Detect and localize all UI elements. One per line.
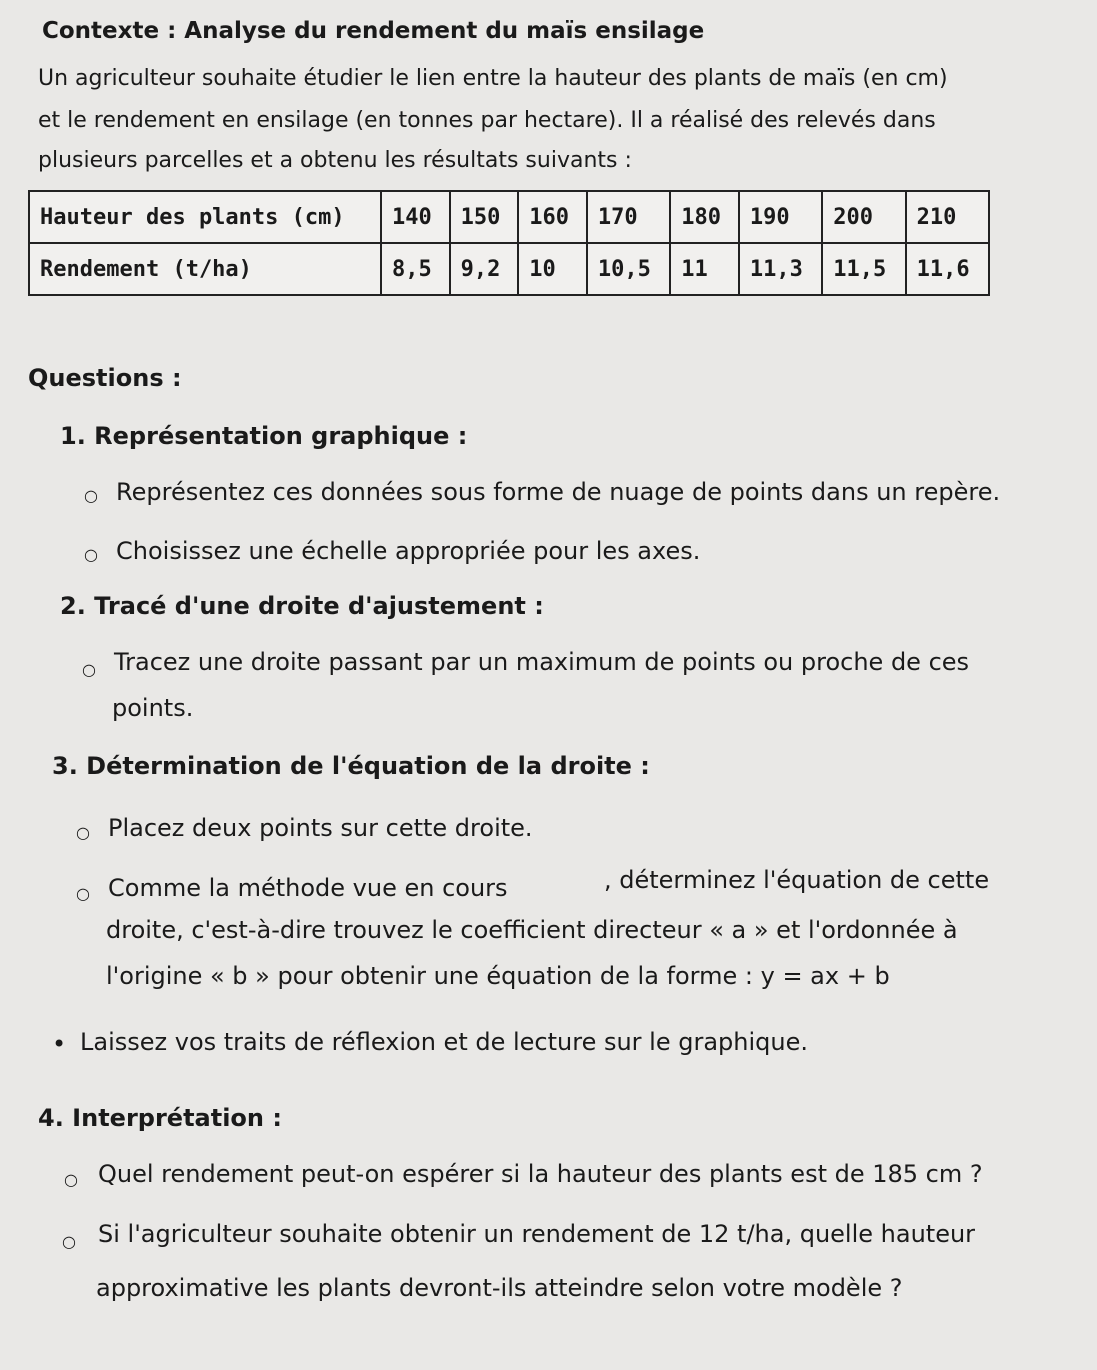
table-row-heights xyxy=(29,191,989,243)
table-cell: 11,5 xyxy=(822,243,905,295)
question-1-item-2: Choisissez une échelle appropriée pour les axes. xyxy=(116,537,701,565)
bullet-dot-icon: • xyxy=(52,1030,67,1058)
question-3-item-1: Placez deux points sur cette droite. xyxy=(108,814,533,842)
bullet-icon: ○ xyxy=(76,823,90,842)
table-cell: 10,5 xyxy=(587,243,670,295)
context-line-1: Un agriculteur souhaite étudier le lien entre la hauteur des plants de maïs (en cm) xyxy=(38,66,948,91)
question-3-title: 3. Détermination de l'équation de la droite : xyxy=(52,752,650,780)
context-title: Contexte : Analyse du rendement du maïs ensilage xyxy=(42,18,705,44)
table-cell: 170 xyxy=(587,191,670,243)
data-table xyxy=(28,190,990,296)
table-cell: 200 xyxy=(822,191,905,243)
table-row-yields xyxy=(29,243,989,295)
table-cell: 11,3 xyxy=(739,243,822,295)
table-cell: 210 xyxy=(906,191,989,243)
bullet-icon: ○ xyxy=(62,1232,76,1251)
question-1-item-1: Représentez ces données sous forme de nuage de points dans un repère. xyxy=(116,478,1001,506)
table-cell: 11 xyxy=(670,243,739,295)
question-4-title: 4. Interprétation : xyxy=(38,1104,282,1132)
question-4-item-1: Quel rendement peut-on espérer si la hauteur des plants est de 185 cm ? xyxy=(98,1160,983,1188)
question-3-item-2-part-2: , déterminez l'équation de cette xyxy=(604,866,990,894)
table-cell: 150 xyxy=(450,191,519,243)
table-cell: 8,5 xyxy=(381,243,450,295)
table-cell: 11,6 xyxy=(906,243,989,295)
table-cell: 180 xyxy=(670,191,739,243)
bullet-icon: ○ xyxy=(84,486,98,505)
question-2-item-1-line-1: Tracez une droite passant par un maximum de points ou proche de ces xyxy=(114,648,970,676)
question-4-item-2-line-1: Si l'agriculteur souhaite obtenir un rendement de 12 t/ha, quelle hauteur xyxy=(98,1220,976,1248)
table-row-label: Hauteur des plants (cm) xyxy=(29,191,381,243)
question-3-note: Laissez vos traits de réflexion et de lecture sur le graphique. xyxy=(80,1028,809,1056)
context-line-3: plusieurs parcelles et a obtenu les résultats suivants : xyxy=(38,148,632,173)
question-2-item-1-line-2: points. xyxy=(112,694,194,722)
table-row-label: Rendement (t/ha) xyxy=(29,243,381,295)
question-3-item-2-part-1: Comme la méthode vue en cours xyxy=(108,874,508,902)
table-cell: 190 xyxy=(739,191,822,243)
question-3-item-2-line-3: l'origine « b » pour obtenir une équation de la forme : y = ax + b xyxy=(106,962,890,990)
table-cell: 140 xyxy=(381,191,450,243)
questions-heading: Questions : xyxy=(28,364,182,392)
question-2-title: 2. Tracé d'une droite d'ajustement : xyxy=(60,592,544,620)
question-4-item-2-line-2: approximative les plants devront-ils atteindre selon votre modèle ? xyxy=(96,1274,903,1302)
bullet-icon: ○ xyxy=(76,884,90,903)
context-line-2: et le rendement en ensilage (en tonnes par hectare). Il a réalisé des relevés dans xyxy=(38,108,936,133)
bullet-icon: ○ xyxy=(64,1170,78,1189)
question-3-item-2-line-2: droite, c'est-à-dire trouvez le coefficient directeur « a » et l'ordonnée à xyxy=(106,916,958,944)
bullet-icon: ○ xyxy=(84,545,98,564)
table-cell: 10 xyxy=(518,243,587,295)
table-cell: 160 xyxy=(518,191,587,243)
table-cell: 9,2 xyxy=(450,243,519,295)
bullet-icon: ○ xyxy=(82,660,96,679)
question-1-title: 1. Représentation graphique : xyxy=(60,422,468,450)
